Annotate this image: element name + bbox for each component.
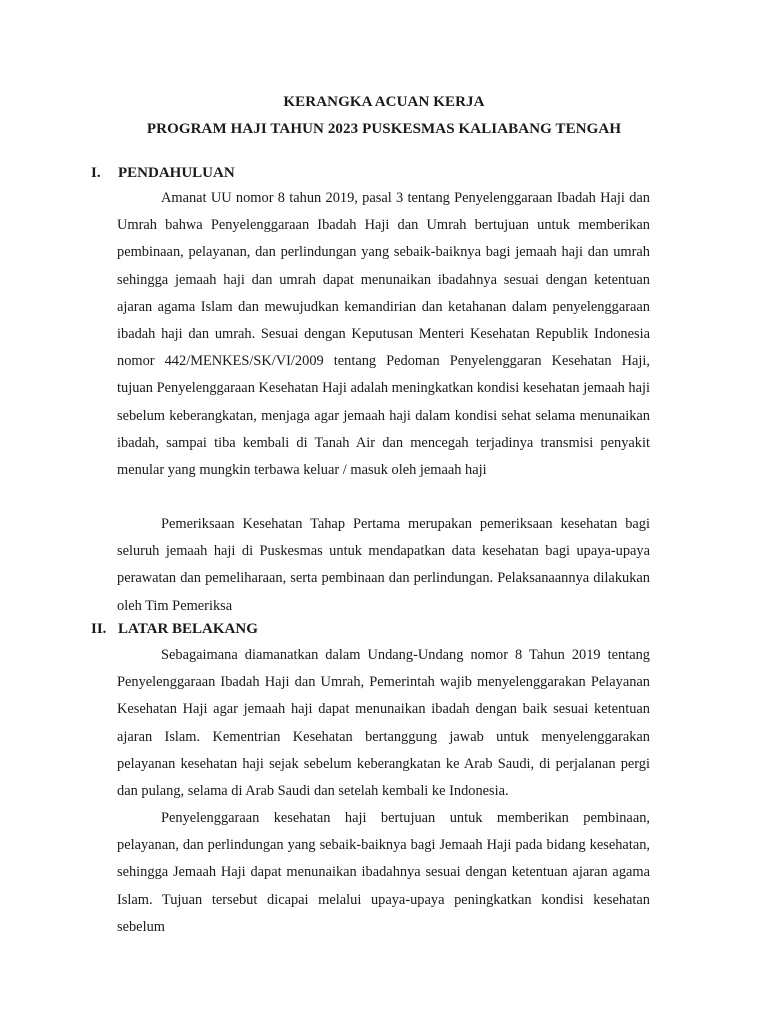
paragraph: Penyelenggaraan kesehatan haji bertujuan untuk memberikan pembinaan, pelayanan, dan perlindungan yang sebaik-baiknya bagi Jemaah Haji pada bidang kesehatan, sehingga Jemaah Haji dapat menunaikan ibadahnya sesuai dengan ketentuan ajaran agama Islam. Tujuan tersebut dicapai melalui upaya-upaya peningkatkan kondisi kesehatan sebelum: [117, 810, 650, 935]
paragraph: Pemeriksaan Kesehatan Tahap Pertama merupakan pemeriksaan kesehatan bagi seluruh jemaah haji di Puskesmas untuk mendapatkan data kesehatan bagi upaya-upaya perawatan dan pemeliharaan, serta pembinaan dan perlindungan. Pelaksanaannya dilakukan oleh Tim Pemeriksa: [117, 516, 650, 614]
section-heading-latar-belakang: [91, 620, 258, 638]
section-number: II.: [91, 621, 107, 637]
section-heading-pendahuluan: [91, 164, 235, 182]
document-title: KERANGKA ACUAN KERJA: [283, 94, 485, 110]
document-subtitle: PROGRAM HAJI TAHUN 2023 PUSKESMAS KALIABANG TENGAH: [146, 121, 622, 137]
section-title: LATAR BELAKANG: [118, 621, 258, 637]
section-title: PENDAHULUAN: [118, 165, 235, 181]
paragraph: Amanat UU nomor 8 tahun 2019, pasal 3 tentang Penyelenggaraan Ibadah Haji dan Umrah bahwa Penyelenggaraan Ibadah Haji dan Umrah bertujuan untuk memberikan pembinaan, pelayanan, dan perlindungan yang sebaik-baiknya bagi jemaah haji dan umrah sehingga jemaah haji dan umrah dapat menunaikan ibadahnya sesuai dengan ketentuan ajaran agama Islam dan mewujudkan kemandirian dan ketahanan dalam penyelenggaraan ibadah haji dan umrah. Sesuai dengan Keputusan Menteri Kesehatan Republik Indonesia nomor 442/MENKES/SK/VI/2009 tentang Pedoman Penyelenggaran Kesehatan Haji, tujuan Penyelenggaraan Kesehatan Haji adalah meningkatkan kondisi kesehatan jemaah haji sebelum keberangkatan, menjaga agar jemaah haji dalam kondisi sehat selama menunaikan ibadah, sampai tiba kembali di Tanah Air dan mencegah terjadinya transmisi penyakit menular yang mungkin terbawa keluar / masuk oleh jemaah haji: [117, 190, 650, 479]
paragraph: Sebagaimana diamanatkan dalam Undang-Undang nomor 8 Tahun 2019 tentang Penyelenggaraan Ibadah Haji dan Umrah, Pemerintah wajib menyelenggarakan Pelayanan Kesehatan Haji agar jemaah haji dapat menunaikan ibadah dengan baik sesuai ketentuan ajaran Islam. Kementrian Kesehatan bertanggung jawab untuk menyelenggarakan pelayanan kesehatan haji sejak sebelum keberangkatan ke Arab Saudi, di perjalanan pergi dan pulang, selama di Arab Saudi dan setelah kembali ke Indonesia.: [117, 647, 650, 800]
section-number: I.: [91, 165, 101, 181]
